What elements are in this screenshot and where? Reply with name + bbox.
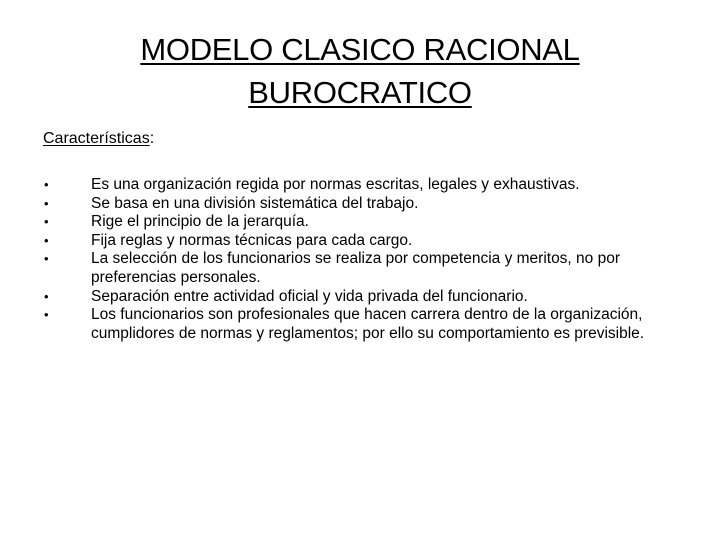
list-item-text: Se basa en una división sistemática del trabajo. [91, 194, 419, 212]
bullet-icon: • [44, 251, 49, 267]
section-heading [43, 128, 154, 150]
list-item [43, 195, 703, 214]
list-item-text: La selección de los funcionarios se realiza por competencia y meritos, no por preferencias personales. [91, 250, 620, 286]
list-item [43, 213, 703, 232]
list-item [43, 176, 703, 195]
list-item [43, 250, 703, 287]
slide-title-line-2: BUROCRATICO [248, 75, 472, 110]
bullet-icon: • [44, 214, 49, 230]
slide-title [0, 28, 720, 114]
list-item-text: Rige el principio de la jerarquía. [91, 213, 309, 231]
slide-title-line-1: MODELO CLASICO RACIONAL [140, 32, 580, 67]
bullet-icon: • [44, 288, 49, 304]
list-item-text: Separación entre actividad oficial y vida privada del funcionario. [91, 287, 528, 305]
list-item-text: Los funcionarios son profesionales que hacen carrera dentro de la organización, cumplidores de normas y reglamentos; por ello su comportamiento es previsible. [91, 306, 645, 342]
list-item [43, 288, 703, 307]
bullet-icon: • [44, 177, 49, 192]
list-item-text: Fija reglas y normas técnicas para cada cargo. [91, 231, 413, 249]
section-heading-colon: : [149, 130, 155, 147]
list-item [43, 306, 703, 343]
characteristics-list [43, 176, 703, 343]
list-item-text: Es una organización regida por normas escritas, legales y exhaustivas. [91, 176, 580, 193]
section-heading-label: Características [43, 130, 150, 147]
bullet-icon: • [44, 307, 49, 323]
bullet-icon: • [44, 195, 49, 211]
list-item [43, 232, 703, 251]
bullet-icon: • [44, 232, 49, 248]
